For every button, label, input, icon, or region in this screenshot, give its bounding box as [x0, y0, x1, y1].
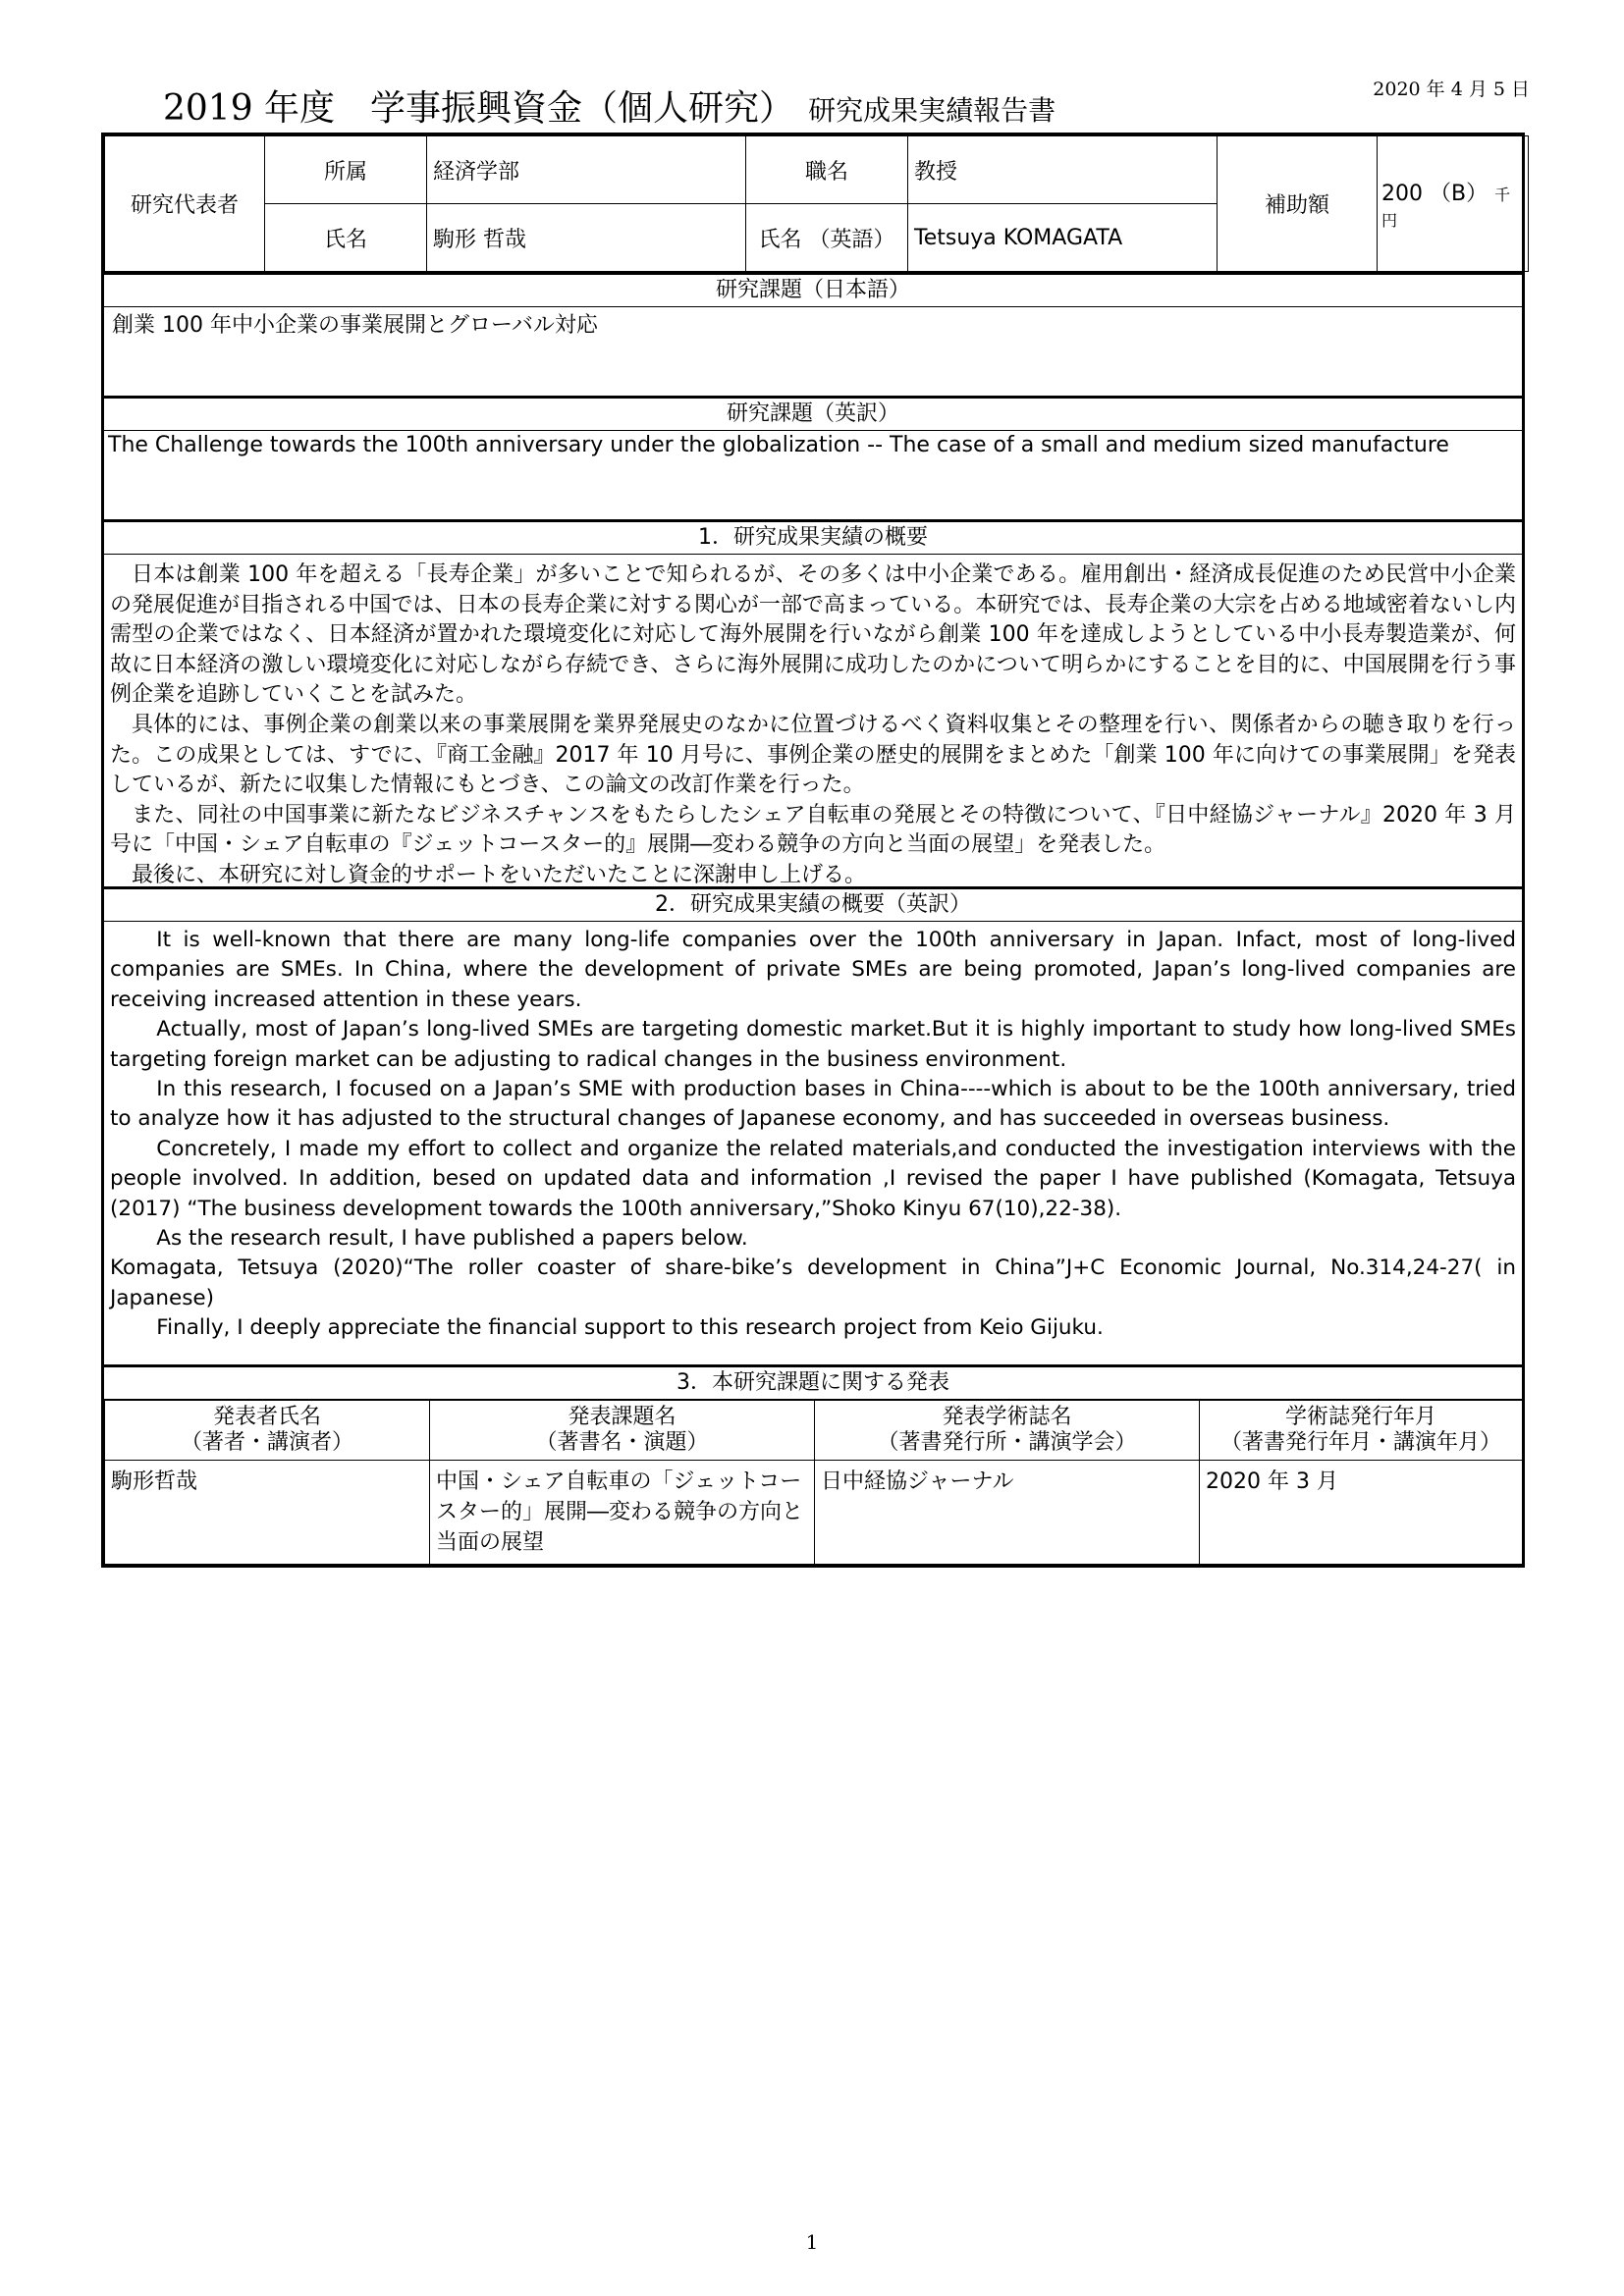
summary-en-paragraph: Actually, most of Japan’s long-lived SMEs are targeting domestic market.But it is highly important to study how long-lived SMEs targeting foreign market can be adjusting to radical changes in the business environment.: [110, 1017, 1516, 1072]
column-header: 発表学術誌名 （著書発行所・講演学会）: [815, 1401, 1200, 1461]
name-label: 氏名: [265, 204, 427, 272]
grant-unit: 千円: [1381, 185, 1511, 230]
grant-amount: [1378, 136, 1529, 272]
summary-ja-paragraph: 最後に、本研究に対し資金的サポートをいただいたことに深謝申し上げる。: [132, 862, 867, 887]
publications-header-row: [105, 1401, 1523, 1461]
theme-ja-heading: 研究課題（日本語）: [104, 272, 1522, 307]
name-en-value: Tetsuya KOMAGATA: [908, 204, 1218, 272]
summary-ja-paragraph: 日本は創業 100 年を超える「長寿企業」が多いことで知られるが、その多くは中小企業である。雇用創出・経済成長促進のため民営中小企業の発展促進が目指される中国では、日本の長寿企業に対する関心が一部で高まっている。本研究では、長寿企業の大宗を占める地域密着ないし内需型の企業ではなく、日本経済が置かれた環境変化に対応して海外展開を行いながら創業 100 年を達成しようとしている中小長寿製造業が、何故に日本経済の激しい環境変化に対応しながら存続でき、さらに海外展開に成功したのかについて明らかにすることを目的に、中国展開を行う事例企業を追跡していくことを試みた。: [110, 562, 1516, 708]
summary-ja-paragraph: また、同社の中国事業に新たなビジネスチャンスをもたらしたシェア自転車の発展とその特徴について、『日中経協ジャーナル』2020 年 3 月号に「中国・シェア自転車の『ジェットコースター的』展開―変わる競争の方向と当面の展望」を発表した。: [110, 802, 1516, 858]
summary-en-paragraph: As the research result, I have published a papers below.: [156, 1226, 748, 1252]
summary-en-paragraph: Concretely, I made my effort to collect and organize the related materials,and conducted the investigation interviews with the people involved. In addition, besed on updated data and information ,I revised the paper I have published (Komagata, Tetsuya (2017) “The business development towards the 100th anniversary,”Shoko Kinyu 67(10),22-38).: [110, 1136, 1516, 1221]
representative-label: 研究代表者: [105, 136, 265, 272]
publications-heading: 3．本研究課題に関する発表: [104, 1364, 1522, 1400]
publication-journal: 日中経協ジャーナル: [815, 1461, 1200, 1565]
title-main: 2019 年度 学事振興資金（個人研究）: [163, 88, 795, 129]
position-value: 教授: [908, 136, 1218, 204]
summary-ja-heading: 1．研究成果実績の概要: [104, 519, 1522, 555]
column-header: 学術誌発行年月 （著書発行年月・講演年月）: [1200, 1401, 1523, 1461]
theme-en-text: The Challenge towards the 100th anniversary under the globalization -- The case of a small and medium sized manufacture: [108, 433, 1449, 457]
report-date: 2020 年 4 月 5 日: [1373, 79, 1530, 100]
summary-en-heading: 2．研究成果実績の概要（英訳）: [104, 886, 1522, 922]
theme-en-heading: 研究課題（英訳）: [104, 396, 1522, 431]
affiliation-label: 所属: [265, 136, 427, 204]
page-number: 1: [805, 2230, 819, 2254]
title-sub: 研究成果実績報告書: [808, 94, 1056, 127]
column-header: 発表者氏名 （著者・講演者）: [105, 1401, 430, 1461]
summary-en-reference: Komagata, Tetsuya (2020)“The roller coaster of share-bike’s development in China”J+C Economic Journal, No.314,24-27( in Japanese): [110, 1255, 1516, 1310]
theme-ja-text: 創業 100 年中小企業の事業展開とグローバル対応: [112, 313, 598, 338]
summary-en-paragraph: In this research, I focused on a Japan’s SME with production bases in China----which is about to be the 100th anniversary, tried to analyze how it has adjusted to the structural changes of Japanese economy, and has succeeded in overseas business.: [110, 1077, 1516, 1132]
publication-date: 2020 年 3 月: [1200, 1461, 1523, 1565]
name-value: 駒形 哲哉: [427, 204, 746, 272]
summary-en-body: [104, 922, 1522, 1364]
researcher-info-table: [104, 135, 1529, 272]
publication-title: 中国・シェア自転車の「ジェットコースター的」展開―変わる競争の方向と当面の展望: [430, 1461, 815, 1565]
report-form: [101, 133, 1525, 1568]
position-label: 職名: [746, 136, 908, 204]
table-row: [105, 1461, 1523, 1565]
summary-en-paragraph: Finally, I deeply appreciate the financial support to this research project from Keio Gijuku.: [156, 1315, 1104, 1341]
summary-en-paragraph: It is well-known that there are many long-life companies over the 100th anniversary in Japan. Infact, most of long-lived companies are SMEs. In China, where the development of private SMEs are being promoted, Japan’s long-lived companies are receiving increased attention in these years.: [110, 928, 1516, 1012]
affiliation-value: 経済学部: [427, 136, 746, 204]
summary-ja-body: [104, 555, 1522, 886]
publication-author: 駒形哲哉: [105, 1461, 430, 1565]
grant-label: 補助額: [1218, 136, 1378, 272]
summary-ja-paragraph: 具体的には、事例企業の創業以来の事業展開を業界発展史のなかに位置づけるべく資料収集とその整理を行い、関係者からの聴き取りを行った。この成果としては、すでに、『商工金融』2017 年 10 月号に、事例企業の歴史的展開をまとめた「創業 100 年に向けての事業展開」を発表しているが、新たに収集した情報にもとづき、この論文の改訂作業を行った。: [110, 712, 1516, 798]
name-en-label: 氏名 （英語）: [746, 204, 908, 272]
publications-table: [104, 1400, 1523, 1565]
column-header: 発表課題名 （著書名・演題）: [430, 1401, 815, 1461]
grant-value: 200 （B）: [1381, 181, 1489, 206]
document-title: [163, 80, 1056, 131]
